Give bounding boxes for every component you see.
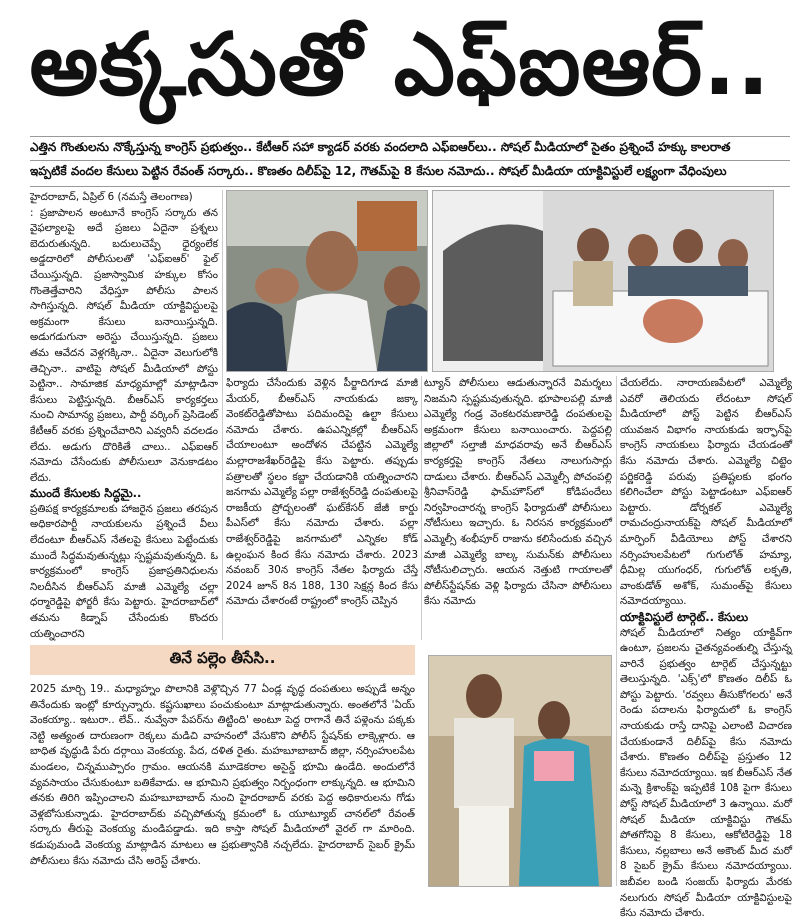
photo-elderly-couple-image bbox=[429, 656, 611, 886]
column-1-paragraph-1: : ప్రజాపాలన అంటూనే కాంగ్రెస్ సర్కారు తన వైఫల్యాలపై అదే ప్రజలు ఏదైనా ప్రశ్నలు బెదురుతున్నది. బదులుచెప్పే ధైర్యంలేక అడ్డదారిలో పోలీసులతో 'ఎఫ్ఐఆర్' ఫైల్ చేయిస్తున్నది. ప్రజాస్వామిక హక్కుల కోసం గొంతెత్తేవారిని వేధిస్తూ పోలీసు పాలన సాగిస్తున్నది. సోషల్ మీడియా యాక్టివిస్టులపై అక్రమంగా కేసులు బనాయిస్తున్నది. అడుగడుగునా అరెస్టు చేయిస్తున్నది. ప్రజలు తమ ఆవేదన వెళ్లగక్కినా.. ఏదైనా వెలుగులోకి తెచ్చినా.. వాటిపై సోషల్ మీడియాలో పోస్టు పెట్టినా.. సామాజిక మాధ్యమాల్లో మాట్లాడినా కేసులు పెట్టిస్తున్నది. బీఆర్ఎస్ కార్యకర్తలు నుంచి సామాన్య ప్రజలు, పార్టీ వర్కింగ్ ప్రెసిడెంట్ కేటీఆర్ వరకు ప్రశ్నించేవారిని ఎవ్వరినీ వదలడం లేదు. అడుగు దొరికితే చాలు.. ఎఫ్ఐఆర్ నమోదు చేసేందుకు పోలీసులూ వెనుకాడటం లేదు. bbox=[30, 206, 218, 484]
article-column-1 bbox=[30, 190, 218, 640]
photo-ktr-arrest-image bbox=[227, 191, 427, 371]
column-divider bbox=[616, 376, 617, 886]
subheading-1: ఎత్తిన గొంతులను నొక్కేస్తున్న కాంగ్రెస్ ప్రభుత్వం.. కేటీఆర్ సహా క్యాడర్ వరకు వందలాది ఎఫ్ఐఆర్‌లు.. సోషల్ మీడియాలో సైతం ప్రశ్నించే హక్కు కాలరాత bbox=[30, 136, 790, 160]
section-heading-2: యాక్టివిస్టులే టార్గెట్.. కేసులు bbox=[620, 609, 749, 624]
article-column-2 bbox=[226, 376, 418, 640]
subheading-2: ఇప్పటికే వందల కేసులు పెట్టిన రేవంత్ సర్కారు.. కొణతం దిలీప్‌పై 12, గౌతమ్‌పై 8 కేసుల నమోదు.. సోషల్ మీడియా యాక్టివిస్టులే లక్ష్యంగా వేధింపులు bbox=[30, 160, 790, 187]
article-column-4 bbox=[620, 376, 792, 920]
column-3-text: ట్యూన్ పోలీసులు ఆడుతున్నారనే విమర్శలు నిజమని స్పష్టమవుతున్నది. భూపాలపల్లి మాజీ ఎమ్మెల్యే గండ్ర వెంకటరమణారెడ్డి దంపతులపై అక్రమంగా కేసులు బనాయించారు. పెద్దపల్లి జిల్లాలో సల్తాజీ మాధవరావు అనే బీఆర్ఎస్ కార్యకర్తపై కాంగ్రెస్ నేతలు నాలుగుసార్లు దాడులు చేశారు. బీఆర్ఎస్ ఎమ్మెల్సీ పోచంపల్లి శ్రీనివాస్‌రెడ్డి ఫామ్‌హౌస్‌లో కోడిపందేలు నిర్వహించారన్న కాంగ్రెస్ ఫిర్యాదుతో పోలీసులు నోటీసులు ఇచ్చారు. ఓ నిరసన కార్యక్రమంలో ఎమ్మెల్సీ శంభీపూర్ రాజును కలిసేందుకు వచ్చిన మాజీ ఎమ్మెల్యే బాల్క సుమన్‌కు పోలీసులు నోటీసులిచ్చారు. ఆయన నెత్తుటి గాయాలతో పోలీస్‌స్టేషన్‌కు వెళ్లి ఫిర్యాదు చేసినా పోలీసులు కేసు నమోదు bbox=[424, 377, 612, 608]
inset-title: తినే పల్లెం తీసేసి.. bbox=[169, 649, 276, 667]
headline bbox=[0, 0, 800, 130]
inset-body bbox=[30, 682, 415, 882]
column-divider bbox=[421, 376, 422, 640]
column-divider bbox=[222, 190, 223, 640]
photo-car-crowd-image bbox=[433, 191, 773, 371]
inset-text: 2025 మార్చి 19.. మధ్యాహ్నం పొలానికి వెళ్లొచ్చిన 77 ఏండ్ల వృద్ధ దంపతులు అప్పుడే అన్నం తినేందుకు ఇంట్లో కూర్చున్నారు. కష్టసుఖాలు పంచుకుంటూ మాట్లాడుతున్నారు. అంతలోనే 'ఏయ్ వెంకయ్యా.. ఇటురా.. లేవ్.. నువ్వేనా పేపర్‌ను తిట్టింది' అంటూ పెద్ద రాగానే తినే పళ్లెంను పక్కకు నెట్టి అత్యంత దారుణంగా రెక్కలు మడిచి వాహనంలో వేసుకొని పోలీస్ స్టేషన్‌కు లాక్కెళ్లారు. ఆ బాధిత వృద్ధుడి పేరు దర్గాయి వెంకయ్య. పేద, దళిత రైతు. మహబూబాబాద్ జిల్లా, నర్సింహులపేట మండలం, చిన్నముప్పారం గ్రామం. ఆయనకి మూడెకరాల అసైన్డ్ భూమి ఉండేది. అందులోనే వ్యవసాయం చేసుకుంటూ బతికేవాడు. ఆ భూమిని ప్రభుత్వం నిర్బంధంగా లాక్కున్నది. ఆ భూమిని తనకు తిరిగి ఇప్పించాలని మహబూబాబాద్ నుంచి హైదరాబాద్ వరకు పెద్ద అధికారులను గోడు వెళ్లబోసుకున్నాడు. హైదరాబాద్‌కు వచ్చిపోతున్న క్రమంలో ఓ యూట్యూబ్ చానల్‌లో రేవంత్ సర్కారు తీరుపై వెంకయ్య మండిపడ్డాడు. ఇది కాస్తా సోషల్ మీడియాలో వైరల్ గా మారింది. కడుపుమండి వెంకయ్య మాట్లాడిన మాటలు ఆ ప్రభుత్వానికి నచ్చలేదు. హైదరాబాద్ సైబర్ క్రైమ్ పోలీసులు కేసు నమోదు చేసి అరెస్ట్ చేశారు. bbox=[30, 683, 415, 867]
column-4-paragraph-2: సోషల్ మీడియాలో నిత్యం యాక్టివ్‌గా ఉంటూ, ప్రజలను చైతన్యవంతుల్ని చేస్తున్న వారినే ప్రభుత్వం టార్గెట్ చేస్తున్నట్టు తెలుస్తున్నది. 'ఎక్స్'లో కొణతం దిలీప్ ఓ పోస్టు పెట్టారు. 'రవ్వలు తీసుకోగలరు' అనే రెండు పదాలను ఫిర్యాదులో ఓ కాంగ్రెస్ నాయకుడు రాస్తే దానిపై ఎలాంటి విచారణ చేయకుండానే దిలీప్‌పై కేసు నమోదు చేశారు. కొణతం దిలీప్‌పై ప్రస్తుతం 12 కేసులు నమోదయ్యాయి. ఇక బీఆర్ఎస్ నేత మన్నె క్రిశాంక్‌పై ఇప్పటికే 10కి పైగా కేసులు పోస్ట్ సోషల్ మీడియాలో 3 ఉన్నాయి. మరో సోషల్ మీడియా యాక్టివిస్టు గౌతమ్ పోతగోనిపై 8 కేసులు, ఆకోటిరెడ్డిపై 18 కేసులు, నల్లబాలు అనే అకౌంట్ మీద మరో 8 సైబర్ క్రైమ్ కేసులు నమోదయ్యాయి. జబీవల బండి సంజయ్ ఫిర్యాదు మేరకు నలుగురు సోషల్ మీడియా యాక్టివిస్టులపై కేసు నమోదు చేశారు. bbox=[620, 626, 792, 920]
dateline: హైదరాబాద్, ఏప్రిల్ 6 (నమస్తే తెలంగాణ) bbox=[30, 191, 193, 203]
headline-text: అక్కసుతో ఎఫ్ఐఆర్.. bbox=[29, 15, 771, 115]
section-heading-1: ముందే కేసులకు సిద్ధమై.. bbox=[30, 486, 142, 501]
photo-ktr-arrest bbox=[226, 190, 428, 372]
photo-car-crowd bbox=[432, 190, 774, 372]
article-column-3 bbox=[424, 376, 612, 640]
column-4-paragraph-1: చేయలేదు. నారాయణపేటలో ఎమ్మెల్యే ఎవరో తెలియదు లేదంటూ సోషల్ మీడియాలో పోస్ట్ పెట్టిన బీఆర్ఎస్ యువజన విభాగం నాయకుడు ఇర్ఫాన్‌పై కాంగ్రెస్ నాయకులు ఫిర్యాదు చేయడంతో కేసు నమోదు చేశారు. ఎమ్మెల్యే చిట్టెం పర్ణికరెడ్డి పరువు ప్రతిష్టలకు భంగం కలిగించేలా పోస్టు పెట్టాడంటూ ఎఫ్ఐఆర్ పెట్టారు. డోర్నకల్ ఎమ్మెల్యే రామచంద్రునాయక్‌పై సోషల్ మీడియాలో మార్ఫింగ్ వీడియోలు పోస్ట్ చేశారని నర్సింహులపేటలో గుగులోత్ హమ్యా, ధీమిల్ల యుగంధర్, గుగులోత్ లక్పతి, వాంకుడోత్ అశోక్, సుమంత్‌పై కేసులు నమోదయ్యాయి. bbox=[620, 377, 792, 608]
photo-elderly-couple bbox=[428, 655, 612, 887]
column-1-paragraph-2: ప్రతిపక్ష కార్యక్రమాలకు హాజరైన ప్రజలు తరపున అధికారపార్టీ నాయకులను ప్రశ్నించే వీలు లేదంటూ బీఆర్ఎస్ నేతలపై కేసులు పెట్టేందుకు ముందే సిద్ధమవుతున్నట్లు స్పష్టమవుతున్నది. ఓ కార్యక్రమంలో కాంగ్రెస్ ప్రజాప్రతినిధులను నిలదీసిన బీఆర్ఎస్ మాజీ ఎమ్మెల్యే చల్లా ధర్మారెడ్డిపై ఫోర్జరీ కేసు పెట్టారు. హైదరాబాద్‌లో తమను కిడ్నాప్ చేసేందుకు కొందరు యత్నించారని bbox=[30, 502, 218, 640]
inset-title-bar bbox=[30, 645, 415, 675]
column-2-text: ఫిర్యాదు చేసేందుకు వెళ్లిన పీర్జాదిగూడ మాజీ మేయర్, బీఆర్ఎస్ నాయకుడు జక్కా వెంకట్‌రెడ్డితోపాటు పదిమందిపై ఉల్టా కేసులు నమోదు చేశారు. ఉపఎన్నికల్లో బీఆర్ఎస్ చేయాలంటూ అందోళన చేపట్టిన ఎమ్మెల్యే మల్లారాజశేఖర్‌రెడ్డిపై కేసు పెట్టారు. తప్పుడు పత్రాలతో స్థలం కబ్జా చేయడానికి యత్నించారని జనగామ ఎమ్మెల్యే పల్లా రాజేశ్వర్‌రెడ్డి దంపతులపై రాజకీయ ప్రోద్బలంతో ఘట్‌కేసర్ జేజీ కార్డు పీఎస్‌లో కేసు నమోదు చేశారు. పల్లా రాజేశ్వర్‌రెడ్డిపై జనగామలో ఎన్నికల కోడ్ ఉల్లంఘన కింద కేసు నమోదు చేశారు. 2023 నవంబర్ 30న కాంగ్రెస్ నేతల ఫిర్యాదు చేస్తే 2024 జూన్ 8న 188, 130 సెక్షన్ల కింద కేసు నమోదు చేశారంటే రాష్ట్రంలో కాంగ్రెస్ చెప్పిన bbox=[226, 377, 418, 608]
